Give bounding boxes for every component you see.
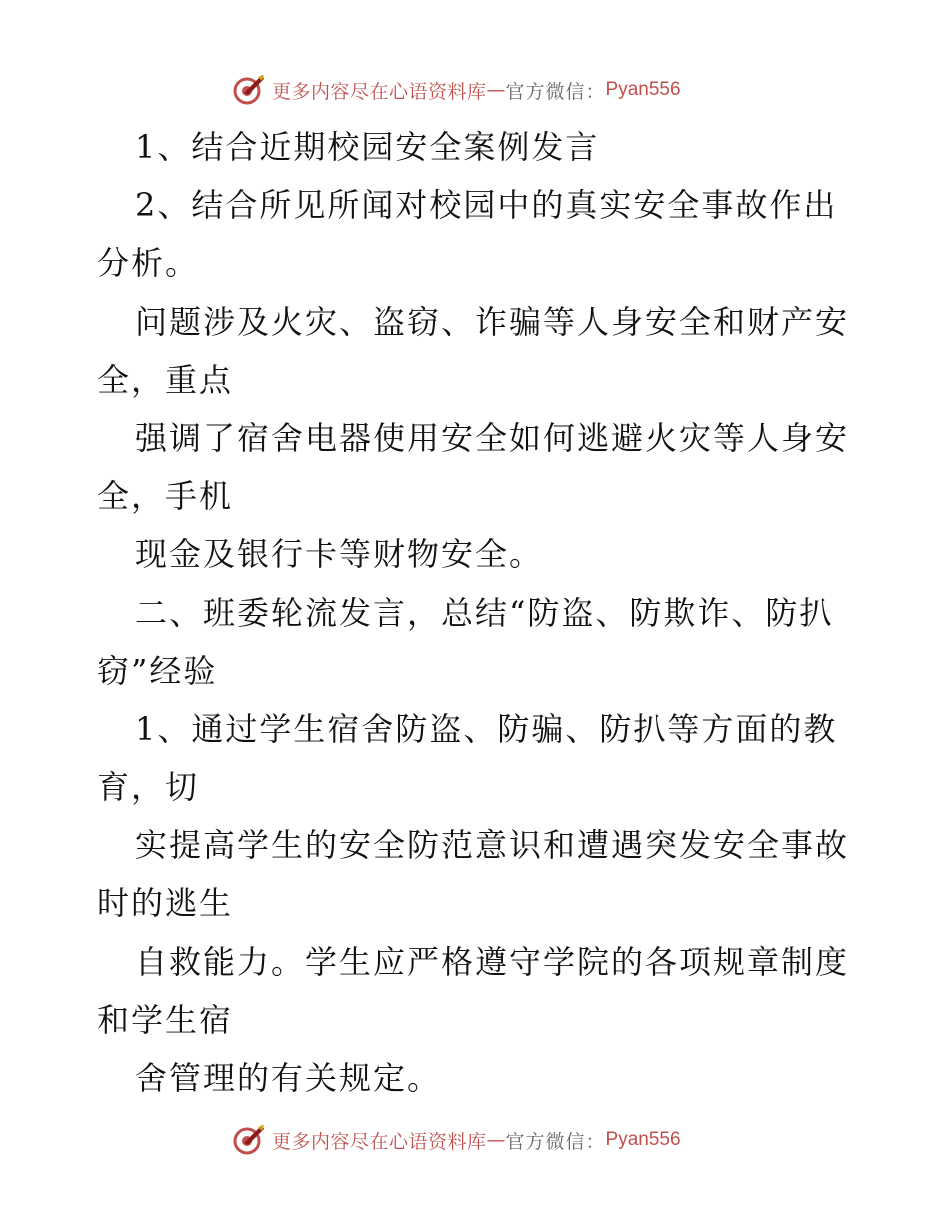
document-body bbox=[97, 118, 857, 1107]
text-line: 2、结合所见所闻对校园中的真实安全事故作出 bbox=[135, 186, 838, 225]
text-line: 问题涉及火灾、盗窃、诈骗等人身安全和财产安 bbox=[135, 302, 850, 341]
text-line: 强调了宿舍电器使用安全如何逃避火灾等人身安 bbox=[135, 418, 850, 457]
text-line: 自救能力。学生应严格遵守学院的各项规章制度 bbox=[135, 942, 850, 981]
banner-separator: — bbox=[486, 1129, 506, 1151]
quill-pen-logo-icon bbox=[232, 1123, 266, 1157]
text-line: 全，重点 bbox=[97, 360, 234, 399]
text-line: 舍管理的有关规定。 bbox=[135, 1059, 442, 1097]
text-line: 窃”经验 bbox=[97, 651, 218, 690]
header-banner bbox=[232, 72, 681, 108]
text-line: 育，切 bbox=[97, 768, 200, 807]
text-line: 1、结合近期校园安全案例发言 bbox=[135, 128, 600, 166]
text-line: 和学生宿 bbox=[97, 1000, 234, 1039]
banner-separator: — bbox=[486, 79, 506, 101]
footer-banner bbox=[232, 1122, 681, 1158]
text-line: 实提高学生的安全防范意识和遭遇突发安全事故 bbox=[135, 826, 850, 865]
text-line: 1、通过学生宿舍防盗、防骗、防扒等方面的教 bbox=[135, 709, 838, 748]
site-name: 更多内容尽在心语资料库 bbox=[272, 80, 487, 103]
text-line: 现金及银行卡等财物安全。 bbox=[135, 535, 544, 574]
wechat-id: Pyan556 bbox=[605, 79, 681, 100]
text-line: 全，手机 bbox=[97, 477, 234, 516]
wechat-id: Pyan556 bbox=[605, 1129, 681, 1150]
site-name: 更多内容尽在心语资料库 bbox=[272, 1130, 487, 1153]
text-line: 二、班委轮流发言，总结“防盗、防欺诈、防扒 bbox=[135, 593, 834, 632]
official-wechat-label: 官方微信： bbox=[505, 80, 606, 103]
official-wechat-label: 官方微信： bbox=[505, 1130, 606, 1153]
quill-pen-logo-icon bbox=[232, 73, 266, 107]
text-line: 分析。 bbox=[97, 244, 200, 283]
text-line: 时的逃生 bbox=[97, 884, 234, 923]
